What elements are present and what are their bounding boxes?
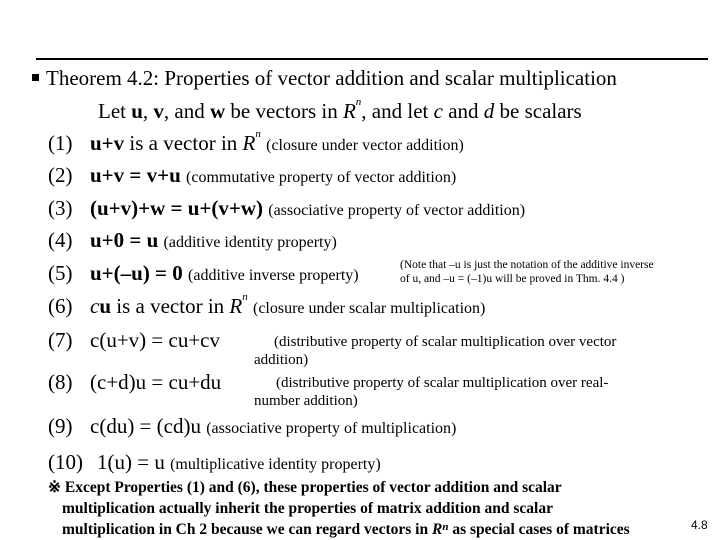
property-5: u+(–u) = 0 (additive inverse property) (90, 261, 359, 285)
property-1: u+v is a vector in $R^n$ (closure under vector addition) (90, 128, 464, 155)
square-bullet-icon (32, 74, 39, 81)
footnote-line: ※ Except Properties (1) and (6), these properties of vector addition and scalar (48, 479, 562, 496)
property-3: (u+v)+w = u+(v+w) (associative property of vector addition) (90, 196, 526, 220)
property-number: (5) (48, 261, 73, 285)
property-number: (9) (48, 414, 73, 438)
property-8-note: (distributive property of scalar multiplication over real- number addition) (254, 375, 609, 409)
footnote-line: multiplication actually inherit the properties of matrix addition and scalar (62, 500, 553, 517)
property-7-formula: c(u+v) = cu+cv (90, 328, 220, 352)
property-number: (8) (48, 370, 73, 394)
property-2: u+v = v+u (commutative property of vector addition) (90, 163, 457, 187)
property-8-formula: (c+d)u = cu+du (90, 370, 222, 394)
property-6: cu is a vector in $R^n$ (closure under scalar multiplication) (90, 291, 486, 318)
footnote-line: multiplication in Ch 2 because we can regard vectors in $R^n$ as special cases of matrices (62, 521, 630, 538)
theorem-title: Theorem 4.2: Properties of vector addition and scalar multiplication (46, 66, 617, 90)
property-number: (10) (48, 450, 83, 474)
property-4: u+0 = u (additive identity property) (90, 228, 337, 252)
property-number: (2) (48, 163, 73, 187)
theorem-intro: Let u, v, and w be vectors in $R^n$, and let c and d be scalars (98, 96, 582, 123)
property-number: (1) (48, 131, 73, 155)
page-number: 4.8 (691, 518, 708, 532)
property-5-side-note: (Note that –u is just the notation of the additive inverse of u, and –u = (–1)u will be proved in Thm. 4.4 ) (400, 259, 654, 285)
property-10: 1(u) = u (multiplicative identity property) (97, 450, 381, 474)
property-7-note: (distributive property of scalar multiplication over vector addition) (254, 334, 617, 368)
property-number: (4) (48, 228, 73, 252)
property-number: (3) (48, 196, 73, 220)
property-9: c(du) = (cd)u (associative property of multiplication) (90, 414, 457, 438)
property-number: (7) (48, 328, 73, 352)
header-rule (36, 58, 708, 60)
property-number: (6) (48, 294, 73, 318)
